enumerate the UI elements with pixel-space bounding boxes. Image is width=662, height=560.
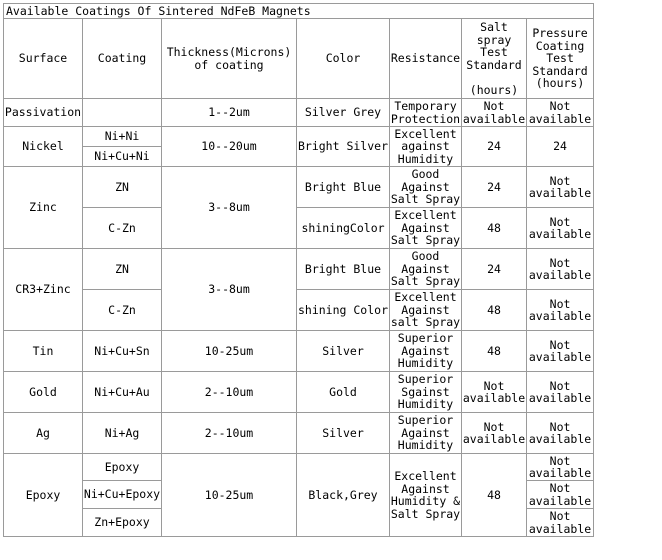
cell-color: shiningColor xyxy=(297,208,390,249)
cell-coating: Epoxy xyxy=(83,454,162,481)
cell-pressure: Not available xyxy=(527,481,594,509)
cell-coating: Ni+Cu+Ni xyxy=(83,147,162,167)
cell-salt: 48 xyxy=(462,454,527,537)
header-surface: Surface xyxy=(4,19,83,99)
header-thickness: Thickness(Microns) of coating xyxy=(162,19,297,99)
table-caption: Available Coatings Of Sintered NdFeB Magnets xyxy=(4,4,594,19)
cell-salt: 24 xyxy=(462,249,527,290)
header-salt-spray: Salt spray Test Standard (hours) xyxy=(462,19,527,99)
cell-resistance: Good Against Salt Spray xyxy=(390,249,461,289)
table-row xyxy=(4,372,594,413)
cell-color: Bright Blue xyxy=(297,249,390,290)
cell-surface: Zinc xyxy=(4,167,83,249)
cell-resistance: Excellent Against salt Spray xyxy=(390,290,461,330)
cell-thickness: 10-25um xyxy=(162,454,297,537)
table-row xyxy=(4,167,594,208)
cell-salt: 24 xyxy=(462,167,527,208)
coatings-table xyxy=(3,3,594,537)
table-row xyxy=(4,99,594,127)
cell-pressure: Not available xyxy=(527,413,594,454)
cell-color: Black,Grey xyxy=(297,454,390,537)
cell-thickness: 2--10um xyxy=(162,372,297,413)
cell-coating xyxy=(83,99,162,127)
cell-coating: Ni+Cu+Au xyxy=(83,372,162,413)
cell-salt: Not available xyxy=(462,99,526,126)
cell-coating: ZN xyxy=(83,249,162,290)
cell-color: Silver xyxy=(297,331,390,372)
table-row xyxy=(4,331,594,372)
cell-coating: ZN xyxy=(83,167,162,208)
cell-coating: Zn+Epoxy xyxy=(83,509,162,537)
cell-surface: CR3+Zinc xyxy=(4,249,83,331)
cell-thickness: 1--2um xyxy=(162,99,297,127)
cell-salt: 48 xyxy=(462,290,527,331)
cell-color: Bright Silver xyxy=(297,127,390,167)
table-row xyxy=(4,290,594,331)
cell-thickness: 3--8um xyxy=(162,249,297,331)
cell-pressure: Not available xyxy=(527,290,594,331)
cell-resistance: Temporary Protection xyxy=(390,99,461,126)
cell-surface: Tin xyxy=(4,331,83,372)
cell-pressure: Not available xyxy=(527,454,594,481)
cell-resistance: Superior Against Humidity xyxy=(390,331,462,372)
cell-pressure: Not available xyxy=(527,167,594,208)
cell-thickness: 10-25um xyxy=(162,331,297,372)
cell-salt: 48 xyxy=(462,208,527,249)
cell-pressure: Not available xyxy=(527,372,594,413)
cell-surface: Nickel xyxy=(4,127,83,167)
cell-coating: Ni+Cu+Sn xyxy=(83,331,162,372)
cell-pressure: Not available xyxy=(527,509,594,537)
cell-pressure: Not available xyxy=(527,331,594,372)
cell-resistance: Excellent against Humidity xyxy=(390,127,462,167)
cell-surface: Passivation xyxy=(4,99,83,127)
cell-surface: Ag xyxy=(4,413,83,454)
header-coating: Coating xyxy=(83,19,162,99)
cell-color: Silver Grey xyxy=(297,99,390,127)
cell-color: Silver xyxy=(297,413,390,454)
cell-coating: Ni+Ag xyxy=(83,413,162,454)
cell-pressure: Not available xyxy=(527,208,594,249)
cell-color: Gold xyxy=(297,372,390,413)
cell-coating: Ni+Ni xyxy=(83,127,162,147)
cell-thickness: 2--10um xyxy=(162,413,297,454)
cell-color: shining Color xyxy=(297,290,390,331)
header-pressure-coating: Pressure Coating Test Standard (hours) xyxy=(527,19,594,99)
cell-salt: 48 xyxy=(462,331,527,372)
cell-resistance: Superior Sgainst Humidity xyxy=(390,372,462,413)
cell-resistance: Excellent Against Salt Spray xyxy=(390,208,461,248)
header-resistance: Resistance xyxy=(390,19,462,99)
cell-pressure: Not available xyxy=(527,249,594,290)
cell-coating: C-Zn xyxy=(83,208,162,249)
cell-salt: Not available xyxy=(462,372,527,413)
header-color: Color xyxy=(297,19,390,99)
table-row xyxy=(4,454,594,481)
cell-pressure: Not available xyxy=(527,99,594,127)
cell-thickness: 10--20um xyxy=(162,127,297,167)
cell-color: Bright Blue xyxy=(297,167,390,208)
table-row xyxy=(4,249,594,290)
cell-resistance: Excellent Against Humidity & Salt Spray xyxy=(390,454,462,537)
cell-salt: 24 xyxy=(462,127,527,167)
cell-salt: Not available xyxy=(462,413,527,454)
table-row xyxy=(4,127,594,147)
cell-resistance: Superior Against Humidity xyxy=(390,413,462,454)
cell-thickness: 3--8um xyxy=(162,167,297,249)
cell-coating: Ni+Cu+Epoxy xyxy=(83,481,162,509)
table-row xyxy=(4,208,594,249)
cell-resistance: Good Against Salt Spray xyxy=(390,167,461,207)
cell-pressure: 24 xyxy=(527,127,594,167)
cell-surface: Epoxy xyxy=(4,454,83,537)
table-row xyxy=(4,413,594,454)
cell-surface: Gold xyxy=(4,372,83,413)
cell-coating: C-Zn xyxy=(83,290,162,331)
